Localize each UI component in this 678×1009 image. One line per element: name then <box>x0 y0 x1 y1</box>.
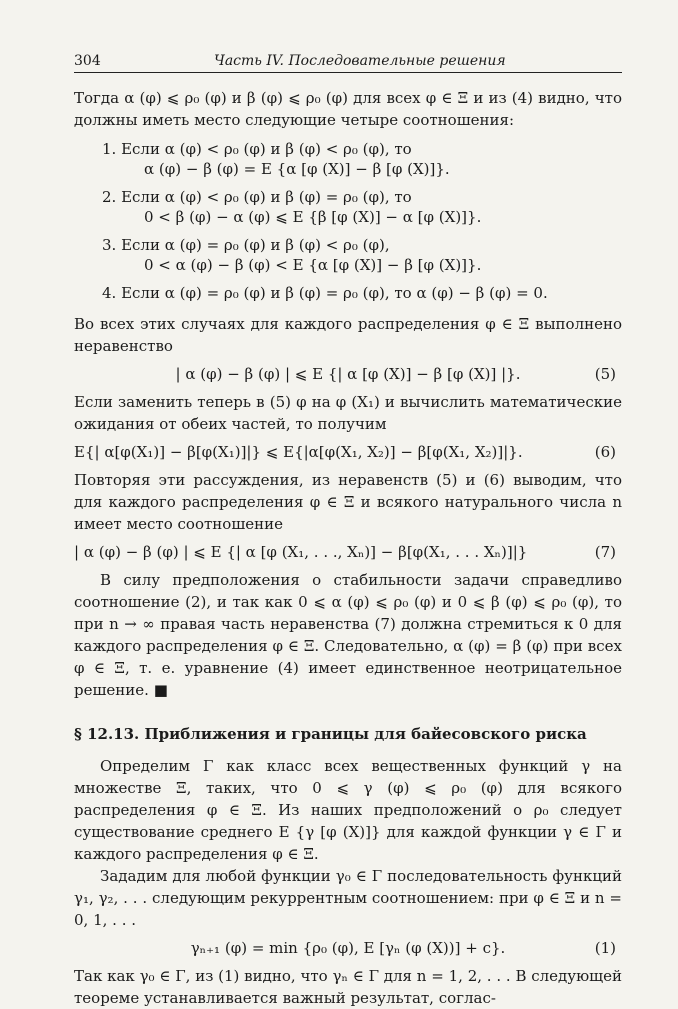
running-header <box>74 50 622 73</box>
condition-2 <box>102 187 622 227</box>
equation-text: γₙ₊₁ (φ) = min {ρ₀ (φ), E [γₙ (φ (X))] + c}. <box>190 939 506 957</box>
equation-text: E{| α[φ(X₁)] − β[φ(X₁)]|} ⩽ E{|α[φ(X₁, X₂)] − β[φ(X₁, X₂)]|}. <box>74 443 523 461</box>
final-paragraph: Так как γ₀ ∈ Γ, из (1) видно, что γₙ ∈ Γ для n = 1, 2, . . . В следующей теореме устанавливается важный результат, соглас- <box>74 967 622 1007</box>
condition-4 <box>102 283 622 303</box>
define-paragraph: Определим Γ как класс всех вещественных функций γ на множестве Ξ, таких, что 0 ⩽ γ (φ) ⩽ ρ₀ (φ) для всякого распределения φ ∈ Ξ. Из наших предположений о ρ₀ следует существование среднего E {γ [φ (X)]} для каждой функции γ ∈ Γ и каждого распределения φ ∈ Ξ. <box>74 757 622 863</box>
condition-line: 3. Если α (φ) = ρ₀ (φ) и β (φ) < ρ₀ (φ), <box>102 236 390 254</box>
all-cases-paragraph: Во всех этих случаях для каждого распределения φ ∈ Ξ выполнено неравенство <box>74 315 622 355</box>
condition-3 <box>102 235 622 275</box>
equation-number: (6) <box>594 443 616 461</box>
page-body <box>74 87 622 1009</box>
condition-line: 4. Если α (φ) = ρ₀ (φ) и β (φ) = ρ₀ (φ), то α (φ) − β (φ) = 0. <box>102 284 548 302</box>
equation-number: (1) <box>594 939 616 957</box>
condition-formula: α (φ) − β (φ) = E {α [φ (X)] − β [φ (X)]}. <box>144 160 450 178</box>
condition-line: 1. Если α (φ) < ρ₀ (φ) и β (φ) < ρ₀ (φ), то <box>102 140 412 158</box>
equation-text: | α (φ) − β (φ) | ⩽ E {| α [φ (X₁, . . ., Xₙ)] − β[φ(X₁, . . . Xₙ)]|} <box>74 543 528 561</box>
equation-text: | α (φ) − β (φ) | ⩽ E {| α [φ (X)] − β [φ (X)] |}. <box>175 365 521 383</box>
running-title: Часть IV. Последовательные решения <box>214 53 506 69</box>
repeat-paragraph: Повторяя эти рассуждения, из неравенств (5) и (6) выводим, что для каждого распределения φ ∈ Ξ и всякого натурального числа n имеет место соотношение <box>74 471 622 533</box>
intro-paragraph: Тогда α (φ) ⩽ ρ₀ (φ) и β (φ) ⩽ ρ₀ (φ) для всех φ ∈ Ξ и из (4) видно, что должны иметь место следующие четыре соотношения: <box>74 89 622 129</box>
condition-line: 2. Если α (φ) < ρ₀ (φ) и β (φ) = ρ₀ (φ), то <box>102 188 412 206</box>
condition-1 <box>102 139 622 179</box>
stability-paragraph: В силу предположения о стабильности задачи справедливо соотношение (2), и так как 0 ⩽ α (φ) ⩽ ρ₀ (φ) и 0 ⩽ β (φ) ⩽ ρ₀ (φ), то при n → ∞ правая часть неравенства (7) должна стремиться к 0 для каждого распределения φ ∈ Ξ. Следовательно, α (φ) = β (φ) при всех φ ∈ Ξ, т. е. уравнение (4) имеет единственное неотрицательное решение. ■ <box>74 571 622 699</box>
equation-6 <box>74 441 622 463</box>
equation-1 <box>74 937 622 959</box>
equation-7 <box>74 541 622 563</box>
condition-formula: 0 < α (φ) − β (φ) < E {α [φ (X)] − β [φ (X)]}. <box>144 256 482 274</box>
equation-number: (7) <box>594 543 616 561</box>
equation-number: (5) <box>594 365 616 383</box>
condition-formula: 0 < β (φ) − α (φ) ⩽ E {β [φ (X)] − α [φ (X)]}. <box>144 208 482 226</box>
sequence-paragraph: Зададим для любой функции γ₀ ∈ Γ последовательность функций γ₁, γ₂, . . . следующим рекуррентным соотношением: при φ ∈ Ξ и n = 0, 1, . . . <box>74 867 622 929</box>
section-title: § 12.13. Приближения и границы для байесовского риска <box>74 725 587 743</box>
page-number: 304 <box>74 53 101 69</box>
equation-5 <box>74 363 622 385</box>
replace-paragraph: Если заменить теперь в (5) φ на φ (X₁) и вычислить математические ожидания от обеих частей, то получим <box>74 393 622 433</box>
